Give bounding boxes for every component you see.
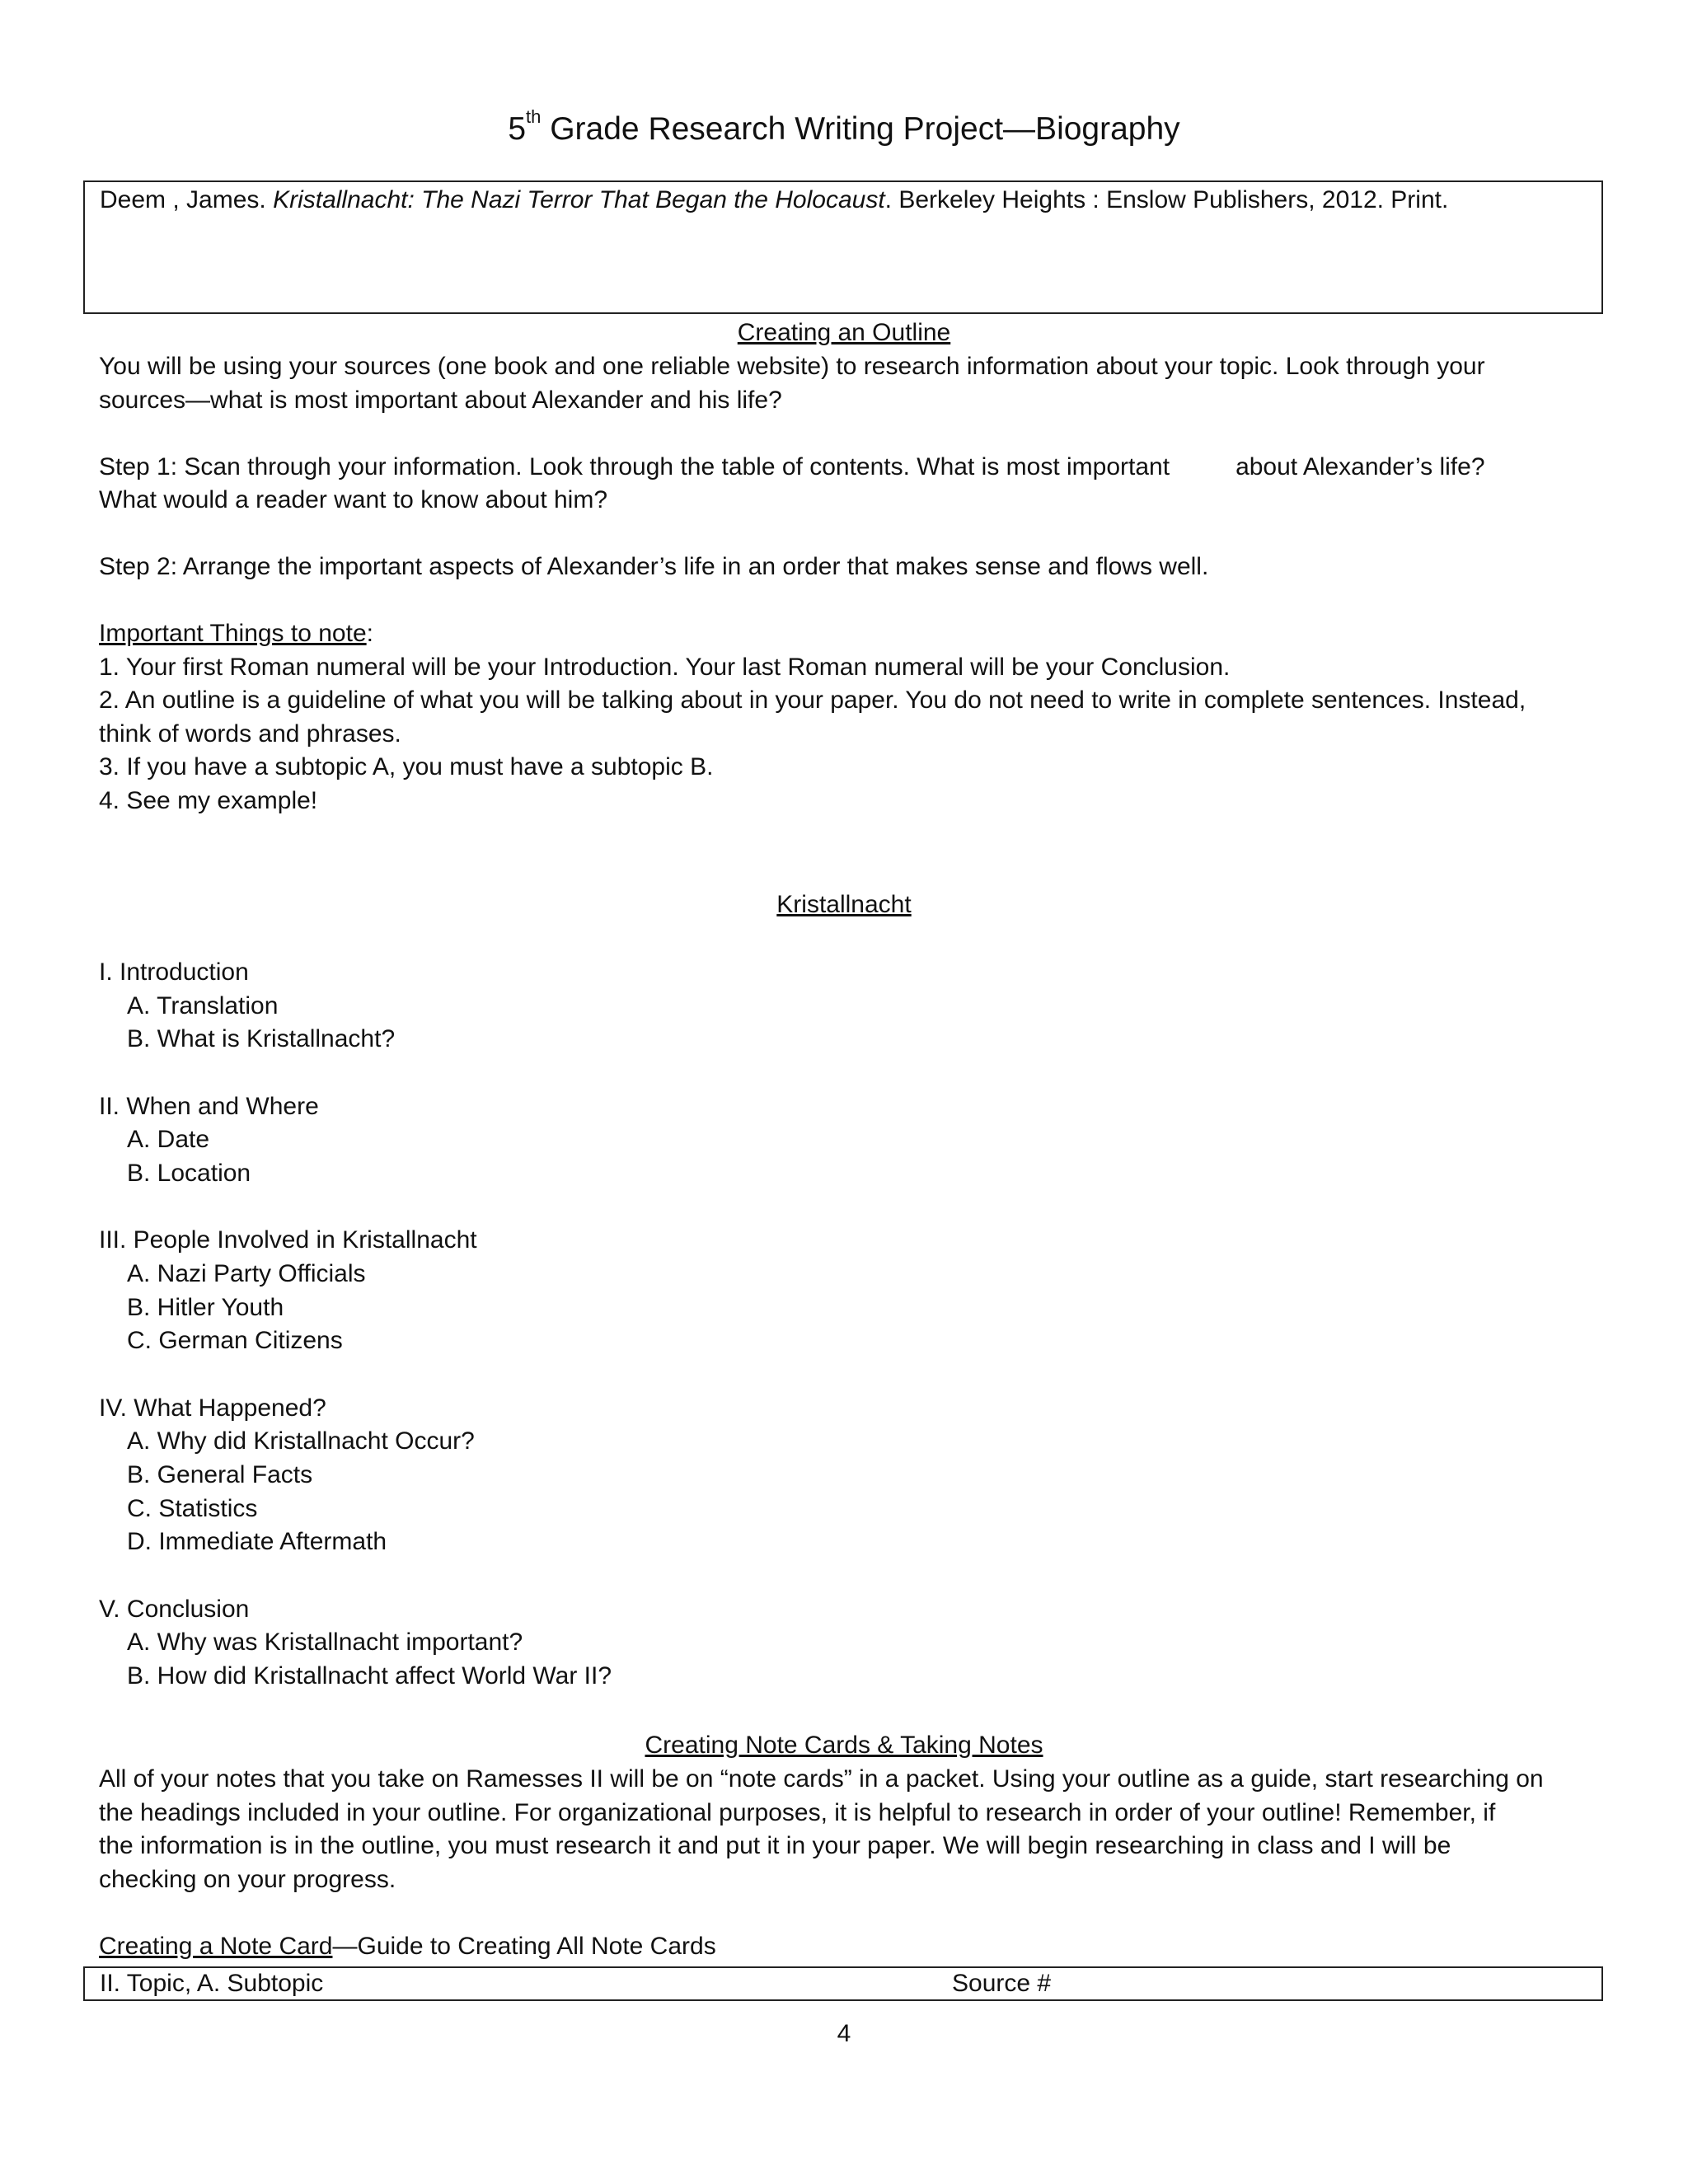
page-title xyxy=(0,97,1688,154)
outline-subtopic: C. German Citizens xyxy=(127,1327,343,1355)
notes-heading-label: Important Things to note xyxy=(99,620,367,647)
note-card-template xyxy=(83,1966,1603,2001)
intro-line-1: You will be using your sources (one book and one reliable website) to research information about your topic. Look through your xyxy=(99,353,1485,380)
outline-subtopic: B. What is Kristallnacht? xyxy=(127,1025,396,1053)
outline-subtopic: B. General Facts xyxy=(127,1460,313,1488)
note-item: think of words and phrases. xyxy=(99,719,401,748)
note-item: 4. See my example! xyxy=(99,786,318,814)
citation-box xyxy=(83,180,1603,314)
intro-line-2: sources—what is most important about Alexander and his life? xyxy=(99,386,782,414)
outline-subtopic: D. Immediate Aftermath xyxy=(127,1528,387,1556)
step-1-line-2: What would a reader want to know about him? xyxy=(99,486,608,513)
page-number: 4 xyxy=(837,2020,851,2047)
outline-subtopic: B. Hitler Youth xyxy=(127,1293,284,1321)
note-cards-line: All of your notes that you take on Ramesses II will be on “note cards” in a packet. Using your outline as a guide, start researching on xyxy=(99,1765,1544,1793)
outline-subtopic: A. Date xyxy=(127,1126,210,1154)
note-cards-line: checking on your progress. xyxy=(99,1865,396,1893)
outline-subtopic: A. Why did Kristallnacht Occur? xyxy=(127,1427,475,1455)
outline-section-label: IV. What Happened? xyxy=(99,1394,326,1422)
outline-subtopic: A. Why was Kristallnacht important? xyxy=(127,1629,523,1657)
outline-section-label: II. When and Where xyxy=(99,1092,319,1120)
step-1-line-1 xyxy=(99,451,1591,485)
creating-outline-heading: Creating an Outline xyxy=(737,319,951,346)
citation-publisher: . Berkeley Heights : Enslow Publishers, 2012. Print. xyxy=(884,186,1449,213)
citation-author: Deem , James. xyxy=(100,186,274,213)
title-rest: Grade Research Writing Project—Biography xyxy=(541,111,1180,147)
note-cards-instructions xyxy=(99,1763,1591,1963)
outline-instructions xyxy=(99,350,1591,818)
note-card-guide-label xyxy=(99,1930,1591,1964)
outline-subtopic: A. Translation xyxy=(127,991,279,1019)
outline-subtopic: B. Location xyxy=(127,1160,251,1188)
outline-section-label: I. Introduction xyxy=(99,958,249,986)
note-card-guide-underlined: Creating a Note Card xyxy=(99,1932,333,1960)
note-item: 1. Your first Roman numeral will be your Introduction. Your last Roman numeral will be your Conclusion. xyxy=(99,653,1231,681)
note-card-source: Source # xyxy=(952,1970,1052,1997)
example-outline-heading: Kristallnacht xyxy=(776,891,912,918)
notes-heading xyxy=(99,617,1591,651)
note-cards-heading: Creating Note Cards & Taking Notes xyxy=(645,1732,1043,1759)
note-item: 3. If you have a subtopic A, you must have a subtopic B. xyxy=(99,753,714,780)
note-card-guide-rest: —Guide to Creating All Note Cards xyxy=(332,1932,716,1960)
notes-heading-colon: : xyxy=(366,620,373,647)
example-outline xyxy=(99,956,1088,1694)
title-grade-suffix: th xyxy=(526,106,542,127)
note-cards-line: the information is in the outline, you must research it and put it in your paper. We will begin researching in class and I will be xyxy=(99,1832,1451,1859)
outline-subtopic: A. Nazi Party Officials xyxy=(127,1259,366,1287)
step-2: Step 2: Arrange the important aspects of Alexander’s life in an order that makes sense and flows well. xyxy=(99,553,1209,580)
note-card-topic: II. Topic, A. Subtopic xyxy=(100,1970,324,1997)
outline-subtopic: C. Statistics xyxy=(127,1494,258,1522)
note-cards-line: the headings included in your outline. For organizational purposes, it is helpful to research in order of your outline! Remember, if xyxy=(99,1798,1496,1826)
outline-subtopic: B. How did Kristallnacht affect World War II? xyxy=(127,1661,612,1690)
citation-text xyxy=(100,184,1448,217)
outline-section-label: V. Conclusion xyxy=(99,1595,250,1623)
note-item: 2. An outline is a guideline of what you will be talking about in your paper. You do not need to write in complete sentences. Instead, xyxy=(99,687,1526,714)
citation-book-title: Kristallnacht: The Nazi Terror That Began the Holocaust xyxy=(273,186,885,213)
step-1-part-b: about Alexander’s life? xyxy=(1236,452,1485,480)
outline-section-label: III. People Involved in Kristallnacht xyxy=(99,1226,477,1254)
title-grade-number: 5 xyxy=(508,111,527,147)
step-1-part-a: Step 1: Scan through your information. Look through the table of contents. What is most important xyxy=(99,452,1170,480)
